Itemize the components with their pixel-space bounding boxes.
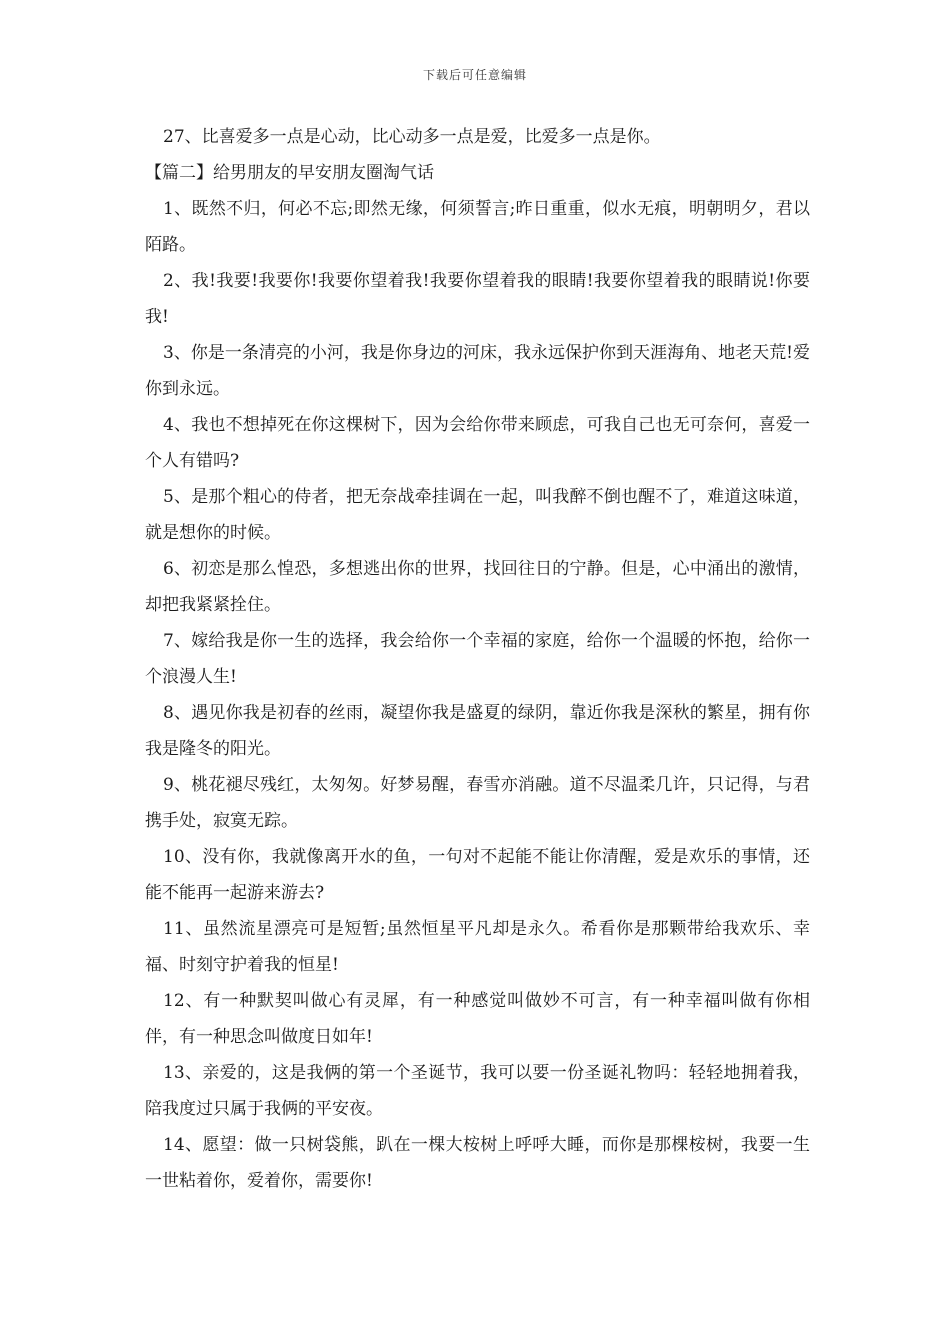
list-item: 3、你是一条清亮的小河，我是你身边的河床，我永远保护你到天涯海角、地老天荒!爱你到永远。	[145, 343, 810, 399]
list-item: 13、亲爱的，这是我俩的第一个圣诞节，我可以要一份圣诞礼物吗：轻轻地拥着我，陪我度过只属于我俩的平安夜。	[145, 1063, 810, 1119]
list-item: 8、遇见你我是初春的丝雨，凝望你我是盛夏的绿阴，靠近你我是深秋的繁星，拥有你我是隆冬的阳光。	[145, 703, 810, 759]
list-item: 14、愿望：做一只树袋熊，趴在一棵大桉树上呼呼大睡，而你是那棵桉树，我要一生一世粘着你，爱着你，需要你!	[145, 1135, 810, 1191]
page-header: 下载后可任意编辑	[422, 68, 527, 82]
list-item: 2、我!我要!我要你!我要你望着我!我要你望着我的眼睛!我要你望着我的眼睛说!你要我!	[145, 271, 810, 327]
list-item: 11、虽然流星漂亮可是短暂;虽然恒星平凡却是永久。希看你是那颗带给我欢乐、幸福、时刻守护着我的恒星!	[145, 919, 810, 975]
list-item: 12、有一种默契叫做心有灵犀，有一种感觉叫做妙不可言，有一种幸福叫做有你相伴，有一种思念叫做度日如年!	[145, 991, 810, 1047]
list-item: 6、初恋是那么惶恐，多想逃出你的世界，找回往日的宁静。但是，心中涌出的激情，却把我紧紧拴住。	[145, 559, 810, 615]
section-heading: 【篇二】给男朋友的早安朋友圈淘气话	[145, 163, 434, 183]
document-body	[145, 119, 810, 1199]
intro-paragraph: 27、比喜爱多一点是心动，比心动多一点是爱，比爱多一点是你。	[163, 127, 661, 147]
list-item: 10、没有你，我就像离开水的鱼，一句对不起能不能让你清醒，爱是欢乐的事情，还能不能再一起游来游去?	[145, 847, 810, 903]
list-item: 7、嫁给我是你一生的选择，我会给你一个幸福的家庭，给你一个温暖的怀抱，给你一个浪漫人生!	[145, 631, 810, 687]
list-item: 5、是那个粗心的侍者，把无奈战牵挂调在一起，叫我醉不倒也醒不了，难道这味道，就是想你的时候。	[145, 487, 810, 543]
list-item: 9、桃花褪尽残红，太匆匆。好梦易醒，春雪亦消融。道不尽温柔几许，只记得，与君携手处，寂寞无踪。	[145, 775, 810, 831]
list-item: 4、我也不想掉死在你这棵树下，因为会给你带来顾虑，可我自己也无可奈何，喜爱一个人有错吗?	[145, 415, 810, 471]
list-item: 1、既然不归，何必不忘;即然无缘，何须誓言;昨日重重，似水无痕，明朝明夕，君以陌路。	[145, 199, 810, 255]
